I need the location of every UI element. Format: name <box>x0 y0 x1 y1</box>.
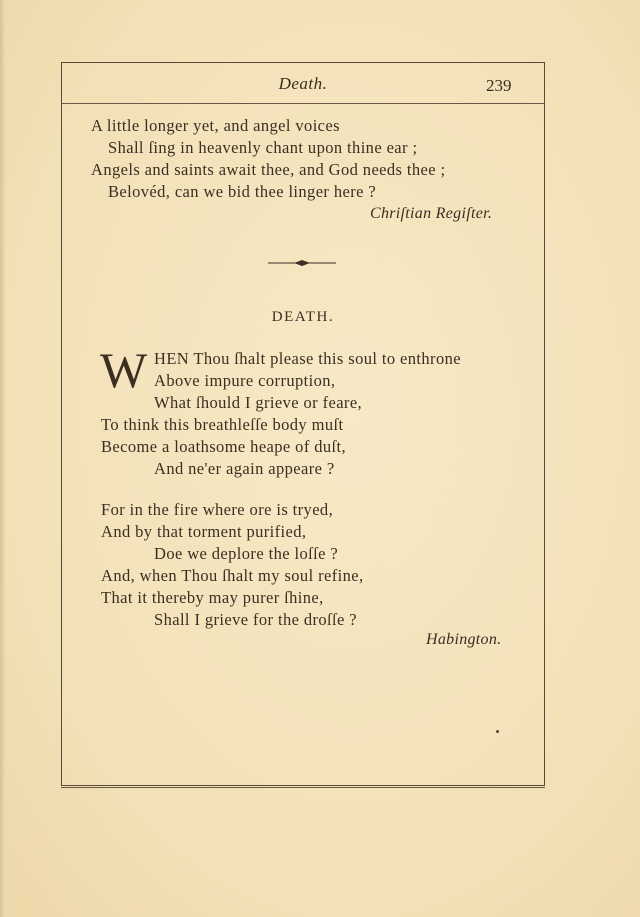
poem-line: And ne'er again appeare ? <box>154 459 335 478</box>
page-gutter-edge <box>0 0 6 917</box>
prev-poem-line: Shall ſing in heavenly chant upon thine ear ; <box>108 138 418 157</box>
poem-line: Doe we deplore the loſſe ? <box>154 544 339 563</box>
poem-line: Above impure corruption, <box>154 371 336 390</box>
prev-poem-attribution: Chriſtian Regiſter. <box>370 205 493 222</box>
page-number: 239 <box>486 76 512 95</box>
poem-line: HEN Thou ſhalt please this soul to enthrone <box>154 349 461 368</box>
poem-line: And by that torment purified, <box>101 522 307 541</box>
ornament-divider-icon <box>268 258 336 268</box>
poem-line: Shall I grieve for the droſſe ? <box>154 610 357 629</box>
prev-poem-line: A little longer yet, and angel voices <box>91 116 340 135</box>
prev-poem-line: Belovéd, can we bid thee linger here ? <box>108 182 377 201</box>
drop-cap: W <box>100 342 148 398</box>
poem-line: Become a loathsome heape of duſt, <box>101 437 347 456</box>
running-head: Death. <box>278 74 328 93</box>
poem-line: What ſhould I grieve or feare, <box>154 393 363 412</box>
page-frame-shadow <box>61 787 545 788</box>
paper-speck <box>496 730 499 733</box>
header-rule <box>61 103 545 104</box>
poem-line: For in the fire where ore is tryed, <box>101 500 334 519</box>
poem-title: DEATH. <box>271 309 335 325</box>
poem-line: To think this breathleſſe body muſt <box>101 415 344 434</box>
prev-poem-line: Angels and saints await thee, and God needs thee ; <box>91 160 446 179</box>
poem-line: That it thereby may purer ſhine, <box>101 588 324 607</box>
poem-attribution: Habington. <box>426 631 502 648</box>
poem-line: And, when Thou ſhalt my soul refine, <box>101 566 364 585</box>
